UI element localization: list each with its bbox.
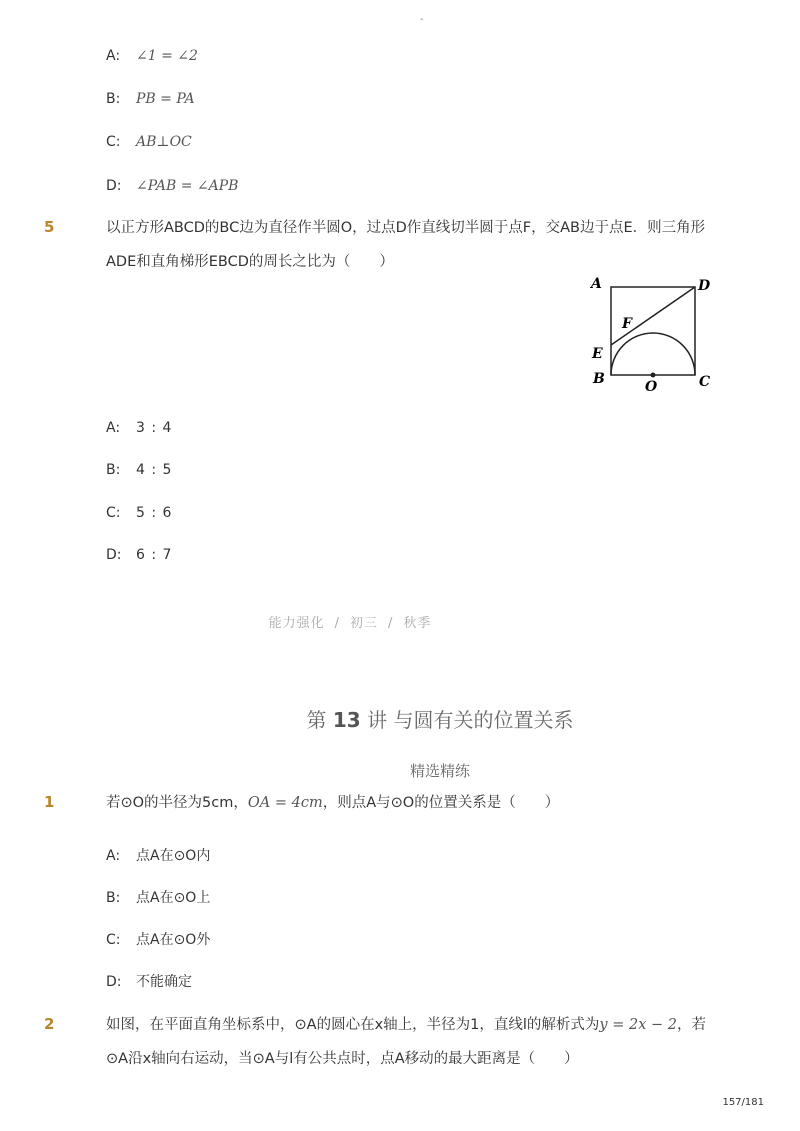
question-math: OA = 4cm (247, 795, 323, 811)
option-value: 点A在⊙O内 (136, 848, 211, 864)
q5-option-b[interactable] (106, 460, 172, 480)
option-value: 不能确定 (136, 974, 192, 990)
option-label: A: (106, 848, 121, 864)
q5-option-c[interactable] (106, 503, 172, 523)
question-text-part: ，则点A与⊙O的位置关系是（ ） (322, 795, 560, 811)
question-text (106, 786, 726, 820)
option-value: PB = PA (136, 91, 195, 107)
question-math: y = 2x − 2 (599, 1017, 677, 1033)
option-label: D: (106, 178, 122, 194)
q5-option-d[interactable] (106, 545, 172, 565)
option-value: 点A在⊙O外 (136, 932, 211, 948)
lecture-topic: 讲 与圆有关的位置关系 (367, 708, 574, 732)
question-text: 以正方形ABCD的BC边为直径作半圆O，过点D作直线切半圆于点F，交AB边于点E．则三角形ADE和直角梯形EBCD的周长之比为（ ） (106, 220, 706, 270)
center-point-o (651, 373, 656, 378)
question-number: 2 (44, 1015, 55, 1033)
question-text-part: 若⊙O的半径为5cm， (106, 795, 248, 811)
question-text (106, 1008, 726, 1076)
page-number: 157/181 (722, 1097, 764, 1108)
question-number: 1 (44, 793, 55, 811)
option-value: 4 : 5 (136, 462, 173, 478)
label-e: E (592, 346, 603, 362)
q1-option-a[interactable] (106, 846, 210, 866)
option-value: ∠PAB = ∠APB (136, 178, 239, 194)
question-text-part: 如图，在平面直角坐标系中，⊙A的圆心在x轴上，半径为1，直线l的解析式为 (106, 1017, 600, 1033)
option-label: D: (106, 974, 122, 990)
option-value: ∠1 = ∠2 (136, 48, 198, 64)
q4-option-c[interactable] (106, 132, 192, 152)
option-value: 3 : 4 (136, 420, 173, 436)
footer-season: 秋季 (403, 616, 432, 631)
question-text-part: ，若⊙A沿x轴向右运动，当⊙A与l有公共点时，点A移动的最大距离是（ ） (106, 1017, 706, 1067)
square-semicircle-figure (586, 270, 716, 398)
label-f: F (622, 316, 632, 332)
option-label: C: (106, 505, 121, 521)
lecture-title (0, 704, 800, 733)
section-title: 精选精练 (409, 762, 470, 780)
question-number: 5 (44, 218, 55, 236)
q4-option-d[interactable] (106, 176, 238, 196)
page-footer (0, 612, 700, 631)
q1-option-d[interactable] (106, 972, 192, 992)
q1-option-b[interactable] (106, 888, 210, 908)
option-label: A: (106, 48, 121, 64)
footer-grade: 初三 (349, 616, 378, 631)
option-value: 6 : 7 (136, 547, 173, 563)
q4-option-a[interactable] (106, 46, 198, 66)
q5-option-a[interactable] (106, 418, 172, 438)
q4-option-b[interactable] (106, 89, 195, 109)
option-value: 5 : 6 (136, 505, 173, 521)
header-mark: - (420, 14, 424, 25)
option-label: D: (106, 547, 122, 563)
footer-separator: / (388, 616, 394, 631)
footer-separator: / (334, 616, 340, 631)
lecture-number: 13 (332, 708, 361, 732)
option-label: B: (106, 462, 121, 478)
option-label: C: (106, 932, 121, 948)
option-label: B: (106, 91, 121, 107)
label-a: A (591, 276, 602, 292)
footer-course: 能力强化 (268, 616, 325, 631)
option-value: 点A在⊙O上 (136, 890, 211, 906)
label-c: C (699, 374, 711, 390)
label-b: B (593, 371, 605, 387)
option-label: B: (106, 890, 121, 906)
label-o: O (645, 379, 658, 395)
q1-option-c[interactable] (106, 930, 210, 950)
semicircle-o (611, 333, 695, 375)
option-label: C: (106, 134, 121, 150)
option-value: AB⊥OC (136, 134, 192, 150)
label-d: D (698, 278, 711, 294)
lecture-prefix: 第 (306, 708, 327, 732)
option-label: A: (106, 420, 121, 436)
